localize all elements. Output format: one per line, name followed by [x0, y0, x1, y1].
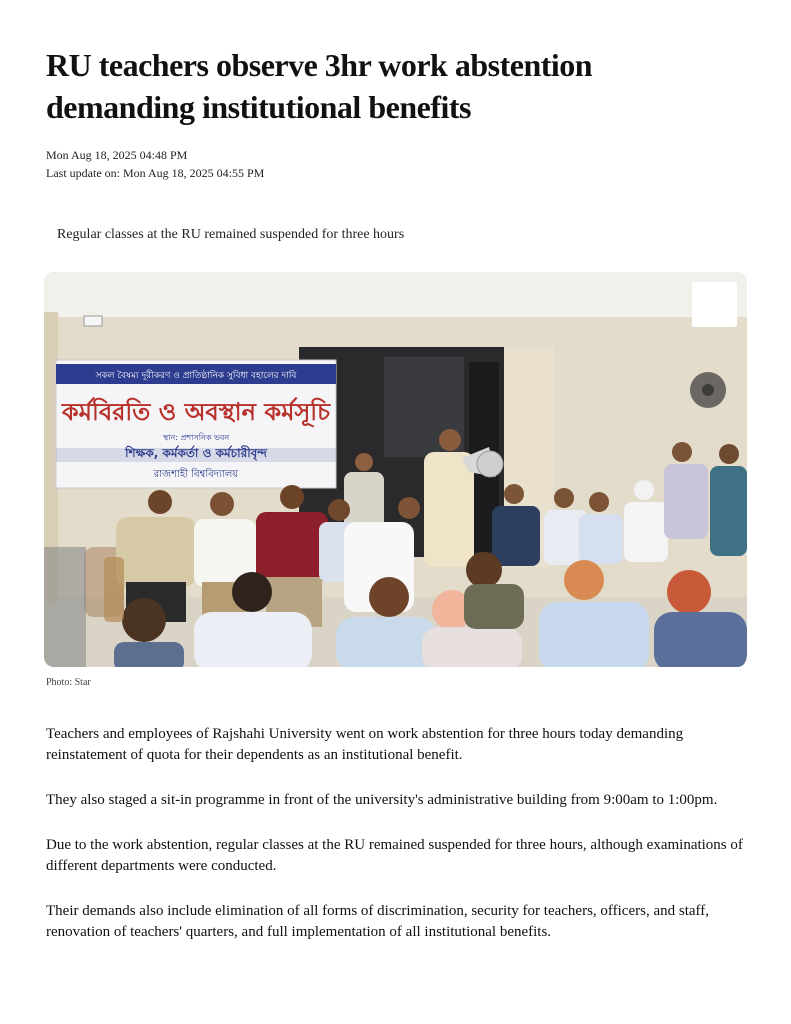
paragraph-1: Teachers and employees of Rajshahi University went on work abstention for three hours today demanding reinstatement of quota for their dependents as an institutional benefit. [46, 726, 684, 763]
photo-overlay-box [692, 282, 737, 327]
banner-line-1: সকল বৈষম্য দূরীকরণ ও প্রাতিষ্ঠানিক সুবিধা বহালের দাবি [95, 371, 297, 381]
chair [104, 557, 124, 622]
article-meta [46, 146, 264, 182]
updated-date: Last update on: Mon Aug 18, 2025 04:55 PM [46, 166, 265, 180]
pedestal-fan-icon [44, 547, 86, 667]
article-body [46, 724, 756, 967]
protest-banner [56, 360, 336, 488]
article-photo [44, 272, 747, 667]
published-date: Mon Aug 18, 2025 04:48 PM [46, 148, 188, 162]
photo-caption: Photo: Star [46, 677, 91, 688]
banner-line-3: স্থান: প্রশাসনিক ভবন [162, 433, 230, 442]
banner-line-5: রাজশাহী বিশ্ববিদ্যালয় [153, 469, 239, 480]
banner-line-2: কর্মবিরতি ও অবস্থান কর্মসূচি [61, 398, 331, 426]
banner-line-4: শিক্ষক, কর্মকর্তা ও কর্মচারীবৃন্দ [125, 446, 267, 460]
article-subheadline: Regular classes at the RU remained suspended for three hours [57, 227, 405, 242]
paragraph-3: Due to the work abstention, regular classes at the RU remained suspended for three hours, although examinations of different departments were conducted. [46, 837, 743, 874]
photo-illustration [44, 272, 747, 667]
cctv-camera-icon [84, 316, 102, 326]
article-headline: RU teachers observe 3hr work abstention demanding institutional benefits [46, 47, 593, 125]
paragraph-4: Their demands also include elimination of all forms of discrimination, security for teachers, officers, and staff, renovation of teachers' quarters, and full implementation of all institutional benefits. [46, 903, 709, 940]
paragraph-2: They also staged a sit-in programme in front of the university's administrative building from 9:00am to 1:00pm. [46, 792, 718, 808]
